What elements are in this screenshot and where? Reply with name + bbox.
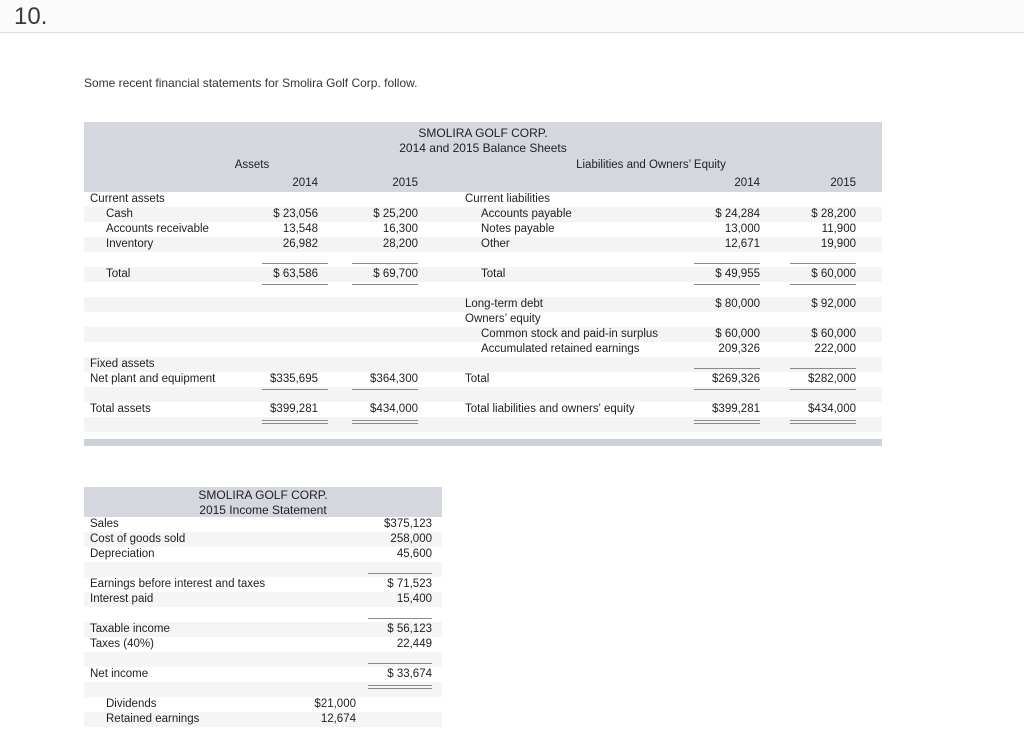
row-label (84, 607, 274, 622)
amount-cell: $335,695 (270, 373, 318, 385)
amount-cell: 258,000 (390, 533, 432, 545)
row-label (84, 562, 274, 577)
amount-cell (274, 667, 358, 682)
double-underline-rule (262, 420, 328, 424)
balance-sheet-row (84, 327, 882, 342)
amount-cell (680, 357, 762, 372)
row-label (420, 357, 680, 372)
liabilities-column-header: Liabilities and Owners’ Equity (576, 159, 726, 171)
income-statement-row (84, 562, 442, 577)
amount-cell (358, 697, 434, 712)
amount-cell: $ 92,000 (811, 298, 856, 310)
underline-rule (352, 284, 418, 285)
year-headers-row (84, 174, 882, 192)
row-label: Owners’ equity (465, 313, 541, 325)
double-underline-rule (352, 420, 418, 424)
amount-cell: 28,200 (382, 238, 418, 250)
amount-cell (262, 252, 320, 267)
amount-cell (274, 547, 358, 562)
amount-cell: $ 33,674 (387, 668, 432, 680)
amount-cell: 26,982 (282, 238, 318, 250)
row-label: Total assets (90, 403, 151, 415)
amount-cell (762, 252, 858, 267)
amount-cell: $ 69,700 (373, 268, 418, 280)
row-label: Fixed assets (90, 358, 155, 370)
amount-cell (680, 252, 762, 267)
amount-cell (274, 682, 358, 697)
income-statement-row (84, 697, 442, 712)
income-statement-row (84, 667, 442, 682)
amount-cell (320, 357, 420, 372)
amount-cell (762, 357, 858, 372)
balance-sheet-row (84, 267, 882, 282)
row-label: Current liabilities (465, 193, 551, 205)
row-label: Other (481, 238, 510, 250)
amount-cell (320, 282, 420, 297)
amount-cell: $282,000 (808, 373, 856, 385)
balance-sheet-row (84, 222, 882, 237)
row-label (420, 417, 680, 432)
amount-cell (762, 312, 858, 327)
amount-cell: 11,900 (821, 223, 856, 235)
amount-cell (358, 712, 434, 727)
row-label: Cost of goods sold (90, 533, 186, 545)
balance-sheet-row (84, 387, 882, 402)
amount-cell: 45,600 (396, 548, 432, 560)
amount-cell: 15,400 (396, 593, 432, 605)
underline-rule (352, 389, 418, 390)
underline-rule (352, 263, 418, 264)
row-label: Notes payable (481, 223, 555, 235)
amount-cell: $434,000 (370, 403, 418, 415)
amount-cell (680, 417, 762, 432)
amount-cell (262, 357, 320, 372)
amount-cell: 222,000 (814, 343, 856, 355)
content (0, 33, 1024, 727)
row-label (420, 387, 680, 402)
amount-cell (762, 417, 858, 432)
amount-cell: $269,326 (712, 373, 760, 385)
amount-cell: $364,300 (370, 373, 418, 385)
underline-rule (262, 389, 328, 390)
amount-cell: 12,674 (320, 713, 356, 725)
income-statement-row (84, 622, 442, 637)
row-label (420, 252, 680, 267)
balance-sheet-row (84, 357, 882, 372)
double-underline-rule (368, 685, 432, 689)
balance-sheet-row (84, 312, 882, 327)
amount-cell: 209,326 (718, 343, 760, 355)
amount-cell: 13,548 (282, 223, 318, 235)
amount-cell (262, 282, 320, 297)
underline-rule (262, 263, 328, 264)
amount-cell (262, 192, 320, 207)
income-statement-rows (84, 517, 442, 727)
amount-cell: $21,000 (314, 698, 356, 710)
row-label: Net plant and equipment (90, 373, 216, 385)
amount-cell (320, 387, 420, 402)
row-label: Accumulated retained earnings (481, 343, 640, 355)
balance-sheet-row (84, 417, 882, 432)
income-statement-row (84, 592, 442, 607)
amount-cell (762, 282, 858, 297)
amount-cell: $ 71,523 (387, 578, 432, 590)
amount-cell: $ 60,000 (811, 268, 856, 280)
balance-sheet-row (84, 297, 882, 312)
row-label: Accounts receivable (106, 223, 209, 235)
row-label: Long-term debt (465, 298, 543, 310)
amount-cell: $399,281 (712, 403, 760, 415)
income-statement-row (84, 712, 442, 727)
underline-rule (368, 618, 432, 619)
assets-column-header: Assets (234, 159, 270, 171)
amount-cell (274, 652, 358, 667)
amount-cell (274, 577, 358, 592)
amount-cell (274, 607, 358, 622)
amount-cell (762, 387, 858, 402)
amount-cell (262, 312, 320, 327)
double-underline-rule (694, 420, 760, 424)
row-label: Taxable income (90, 623, 170, 635)
row-label: Dividends (106, 698, 157, 710)
underline-rule (694, 368, 760, 369)
income-statement-row (84, 682, 442, 697)
amount-cell: 13,000 (724, 223, 760, 235)
amount-cell: 16,300 (382, 223, 418, 235)
balance-sheet-row (84, 342, 882, 357)
amount-cell (262, 327, 320, 342)
amount-cell (274, 592, 358, 607)
balance-sheet-row (84, 237, 882, 252)
income-statement-table (84, 487, 442, 727)
balance-sheet-rows (84, 192, 882, 432)
amount-cell (320, 312, 420, 327)
amount-cell (262, 387, 320, 402)
amount-cell (262, 297, 320, 312)
row-label (84, 327, 262, 342)
underline-rule (790, 284, 856, 285)
amount-cell: $434,000 (808, 403, 856, 415)
year-header-liabilities-2014: 2014 (734, 177, 760, 189)
row-label: Cash (106, 208, 133, 220)
underline-rule (790, 389, 856, 390)
balance-sheet-table (84, 122, 882, 432)
underline-rule (694, 389, 760, 390)
balance-sheet-row (84, 402, 882, 417)
row-label (84, 282, 262, 297)
balance-sheet-row (84, 282, 882, 297)
amount-cell (680, 312, 762, 327)
row-label: Interest paid (90, 593, 154, 605)
underline-rule (368, 663, 432, 664)
row-label (84, 652, 274, 667)
balance-sheet-row (84, 372, 882, 387)
amount-cell: 22,449 (396, 638, 432, 650)
amount-cell (274, 517, 358, 532)
amount-cell: $ 80,000 (715, 298, 760, 310)
row-label: Total liabilities and owners' equity (465, 403, 635, 415)
amount-cell (320, 342, 420, 357)
year-header-assets-2015: 2015 (392, 177, 418, 189)
amount-cell (262, 417, 320, 432)
amount-cell: $375,123 (384, 518, 432, 530)
underline-rule (790, 368, 856, 369)
double-underline-rule (790, 420, 856, 424)
amount-cell: $399,281 (270, 403, 318, 415)
amount-cell (680, 192, 762, 207)
amount-cell (680, 387, 762, 402)
amount-cell (274, 637, 358, 652)
amount-cell: $ 56,123 (387, 623, 432, 635)
row-label: Net income (90, 668, 149, 680)
amount-cell: $ 60,000 (715, 328, 760, 340)
row-label (84, 312, 262, 327)
balance-sheet-row (84, 192, 882, 207)
income-statement-row (84, 637, 442, 652)
amount-cell: $ 60,000 (811, 328, 856, 340)
amount-cell: 12,671 (724, 238, 760, 250)
amount-cell (274, 622, 358, 637)
row-label (84, 417, 262, 432)
amount-cell (320, 252, 420, 267)
amount-cell (274, 562, 358, 577)
amount-cell (762, 192, 858, 207)
underline-rule (262, 284, 328, 285)
row-label (84, 342, 262, 357)
amount-cell (320, 327, 420, 342)
amount-cell: $ 24,284 (715, 208, 760, 220)
company-name: SMOLIRA GOLF CORP. (198, 488, 328, 502)
problem-number: 10. (14, 3, 48, 30)
underline-rule (790, 263, 856, 264)
row-label: Retained earnings (106, 713, 200, 725)
income-statement-row (84, 607, 442, 622)
statement-title: 2015 Income Statement (199, 503, 327, 517)
row-label: Taxes (40%) (90, 638, 154, 650)
amount-cell (358, 562, 434, 577)
amount-cell (358, 652, 434, 667)
amount-cell (320, 417, 420, 432)
amount-cell (320, 192, 420, 207)
row-label: Total (481, 268, 506, 280)
row-label (84, 297, 262, 312)
section-titles (84, 156, 882, 174)
income-statement-row (84, 577, 442, 592)
row-label: Total (106, 268, 131, 280)
underline-rule (694, 284, 760, 285)
amount-cell (680, 282, 762, 297)
balance-sheet-row (84, 252, 882, 267)
income-statement-header (84, 487, 442, 517)
row-label: Depreciation (90, 548, 155, 560)
problem-header (0, 0, 1024, 33)
row-label (84, 682, 274, 697)
table-footer-band (84, 439, 882, 446)
income-statement-row (84, 517, 442, 532)
year-header-liabilities-2015: 2015 (830, 177, 856, 189)
statement-title: 2014 and 2015 Balance Sheets (399, 141, 567, 155)
row-label: Earnings before interest and taxes (90, 578, 266, 590)
amount-cell: $ 25,200 (373, 208, 418, 220)
amount-cell (320, 297, 420, 312)
underline-rule (694, 263, 760, 264)
row-label: Inventory (106, 238, 154, 250)
row-label: Common stock and paid-in surplus (481, 328, 659, 340)
amount-cell: $ 63,586 (273, 268, 318, 280)
company-name: SMOLIRA GOLF CORP. (418, 126, 548, 140)
income-statement-row (84, 547, 442, 562)
row-label (420, 282, 680, 297)
row-label (84, 252, 262, 267)
intro-text: Some recent financial statements for Smolira Golf Corp. follow. (84, 76, 418, 90)
row-label: Accounts payable (481, 208, 572, 220)
income-statement-row (84, 532, 442, 547)
amount-cell: $ 23,056 (273, 208, 318, 220)
row-label: Sales (90, 518, 119, 530)
balance-sheet-header (84, 122, 882, 192)
amount-cell: $ 28,200 (811, 208, 856, 220)
underline-rule (368, 573, 432, 574)
amount-cell: $ 49,955 (715, 268, 760, 280)
amount-cell (262, 342, 320, 357)
row-label (84, 387, 262, 402)
balance-sheet-row (84, 207, 882, 222)
year-header-assets-2014: 2014 (292, 177, 318, 189)
amount-cell (358, 607, 434, 622)
amount-cell (274, 532, 358, 547)
row-label: Current assets (90, 193, 165, 205)
income-statement-row (84, 652, 442, 667)
row-label: Total (465, 373, 490, 385)
amount-cell (358, 682, 434, 697)
amount-cell: 19,900 (820, 238, 856, 250)
